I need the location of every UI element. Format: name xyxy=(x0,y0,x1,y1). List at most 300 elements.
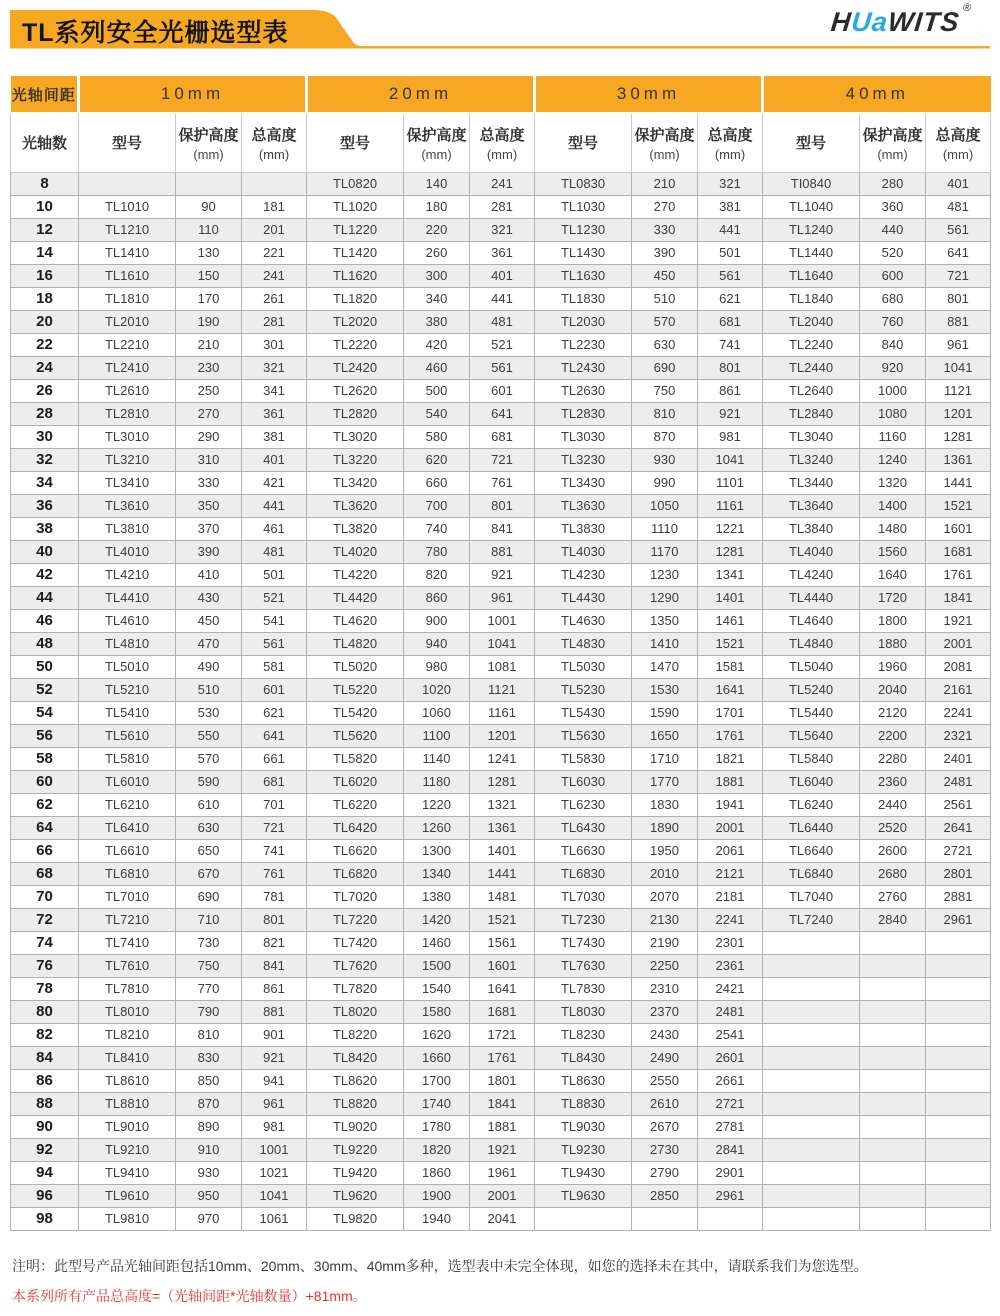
table-cell: 2481 xyxy=(926,770,991,793)
table-cell: 2541 xyxy=(698,1023,763,1046)
col-header-protection xyxy=(404,113,470,172)
table-cell xyxy=(763,977,860,1000)
table-cell: TL5430 xyxy=(535,701,632,724)
table-cell: TL1840 xyxy=(763,287,860,310)
table-cell: 621 xyxy=(242,701,307,724)
table-cell: TL5810 xyxy=(79,747,176,770)
table-row xyxy=(11,747,991,770)
table-cell: 1480 xyxy=(860,517,926,540)
table-row xyxy=(11,793,991,816)
table-row xyxy=(11,218,991,241)
table-cell: 1890 xyxy=(632,816,698,839)
table-cell: TL9230 xyxy=(535,1138,632,1161)
table-cell xyxy=(926,1069,991,1092)
brand-logo-part2: Ua xyxy=(850,7,891,37)
table-cell: TL5830 xyxy=(535,747,632,770)
table-cell: 1290 xyxy=(632,586,698,609)
table-cell: 921 xyxy=(242,1046,307,1069)
table-cell: 1681 xyxy=(470,1000,535,1023)
table-cell: 1960 xyxy=(860,655,926,678)
table-cell: TL7040 xyxy=(763,885,860,908)
table-cell: TL2430 xyxy=(535,356,632,379)
table-cell: TL2220 xyxy=(307,333,404,356)
axes-count-cell: 80 xyxy=(11,1000,79,1023)
axes-count-cell: 72 xyxy=(11,908,79,931)
table-row xyxy=(11,655,991,678)
axes-count-cell: 30 xyxy=(11,425,79,448)
table-cell: TL1030 xyxy=(535,195,632,218)
table-cell: TL8430 xyxy=(535,1046,632,1069)
table-row xyxy=(11,448,991,471)
table-cell: 561 xyxy=(470,356,535,379)
table-cell: 510 xyxy=(632,287,698,310)
table-cell: TL2040 xyxy=(763,310,860,333)
table-cell: 1061 xyxy=(242,1207,307,1230)
table-row xyxy=(11,678,991,701)
table-cell xyxy=(860,954,926,977)
table-cell: 840 xyxy=(860,333,926,356)
table-cell: TL8210 xyxy=(79,1023,176,1046)
table-cell: 2600 xyxy=(860,839,926,862)
axes-count-cell: 94 xyxy=(11,1161,79,1184)
table-cell: 1001 xyxy=(470,609,535,632)
table-cell: TL2230 xyxy=(535,333,632,356)
spacing-group-10mm: 10mm xyxy=(79,76,307,113)
col-header-unit: (mm) xyxy=(258,146,290,162)
col-header-unit: (mm) xyxy=(649,146,680,162)
table-cell: TL8220 xyxy=(307,1023,404,1046)
table-cell: 1770 xyxy=(632,770,698,793)
table-cell: 641 xyxy=(926,241,991,264)
table-cell: 2040 xyxy=(860,678,926,701)
table-cell: 770 xyxy=(176,977,242,1000)
table-cell: 140 xyxy=(404,172,470,195)
table-cell: TL2810 xyxy=(79,402,176,425)
table-cell xyxy=(926,1046,991,1069)
table-cell: 1281 xyxy=(926,425,991,448)
table-cell: 181 xyxy=(242,195,307,218)
table-cell: TL1610 xyxy=(79,264,176,287)
table-cell: 1281 xyxy=(470,770,535,793)
table-cell: TL7230 xyxy=(535,908,632,931)
axes-count-cell: 44 xyxy=(11,586,79,609)
table-cell: TL7240 xyxy=(763,908,860,931)
col-header-total xyxy=(926,113,991,172)
table-cell: 881 xyxy=(926,310,991,333)
table-cell: TL4410 xyxy=(79,586,176,609)
table-cell: 650 xyxy=(176,839,242,862)
table-cell: 2670 xyxy=(632,1115,698,1138)
table-cell: TL9430 xyxy=(535,1161,632,1184)
table-cell: 2070 xyxy=(632,885,698,908)
table-row xyxy=(11,310,991,333)
table-cell: 1230 xyxy=(632,563,698,586)
table-cell: 1601 xyxy=(926,517,991,540)
table-cell: TL1240 xyxy=(763,218,860,241)
table-cell: TL2030 xyxy=(535,310,632,333)
table-cell: 1761 xyxy=(698,724,763,747)
table-cell: 1830 xyxy=(632,793,698,816)
axes-count-cell: 18 xyxy=(11,287,79,310)
table-body xyxy=(11,172,991,1230)
table-cell: 270 xyxy=(632,195,698,218)
spacing-label: 光轴间距 xyxy=(11,76,79,113)
table-cell: 781 xyxy=(242,885,307,908)
table-cell: TL1220 xyxy=(307,218,404,241)
table-cell: 821 xyxy=(242,931,307,954)
table-cell: TL8230 xyxy=(535,1023,632,1046)
table-cell: 2721 xyxy=(926,839,991,862)
table-cell: 881 xyxy=(470,540,535,563)
table-cell: TL3840 xyxy=(763,517,860,540)
table-cell: 281 xyxy=(242,310,307,333)
table-cell: 2001 xyxy=(926,632,991,655)
table-cell: 1160 xyxy=(860,425,926,448)
axes-count-cell: 96 xyxy=(11,1184,79,1207)
table-cell: 360 xyxy=(860,195,926,218)
table-cell xyxy=(926,1207,991,1230)
table-cell: TL6420 xyxy=(307,816,404,839)
table-cell: 1161 xyxy=(698,494,763,517)
table-cell: TL3230 xyxy=(535,448,632,471)
table-cell: 901 xyxy=(242,1023,307,1046)
table-cell: TL2210 xyxy=(79,333,176,356)
table-cell: 2310 xyxy=(632,977,698,1000)
table-cell: 860 xyxy=(404,586,470,609)
table-row xyxy=(11,954,991,977)
table-cell: TL4610 xyxy=(79,609,176,632)
table-cell: TL5040 xyxy=(763,655,860,678)
table-cell: 520 xyxy=(860,241,926,264)
table-cell: 921 xyxy=(470,563,535,586)
table-cell: 2481 xyxy=(698,1000,763,1023)
table-cell: 1380 xyxy=(404,885,470,908)
table-cell: 630 xyxy=(176,816,242,839)
table-cell: TL7030 xyxy=(535,885,632,908)
table-cell xyxy=(926,1184,991,1207)
table-cell: 1820 xyxy=(404,1138,470,1161)
col-header-model: 型号 xyxy=(535,113,632,172)
table-cell: 2561 xyxy=(926,793,991,816)
table-cell: 561 xyxy=(698,264,763,287)
table-cell: 721 xyxy=(926,264,991,287)
table-cell xyxy=(860,931,926,954)
table-cell: TL4220 xyxy=(307,563,404,586)
table-cell: TL1420 xyxy=(307,241,404,264)
table-cell: 2280 xyxy=(860,747,926,770)
table-cell: 1201 xyxy=(926,402,991,425)
table-cell: TL3430 xyxy=(535,471,632,494)
table-cell: TL2240 xyxy=(763,333,860,356)
table-cell: 130 xyxy=(176,241,242,264)
col-header-protection-label: 保护高度 xyxy=(178,126,239,144)
table-cell: TL5620 xyxy=(307,724,404,747)
table-cell: 270 xyxy=(176,402,242,425)
table-cell: 1180 xyxy=(404,770,470,793)
table-cell: TL6230 xyxy=(535,793,632,816)
spacing-group-30mm: 30mm xyxy=(535,76,763,113)
table-cell: TL7020 xyxy=(307,885,404,908)
table-cell: TL3420 xyxy=(307,471,404,494)
table-cell: 1020 xyxy=(404,678,470,701)
table-row xyxy=(11,931,991,954)
table-cell: 1940 xyxy=(404,1207,470,1230)
table-cell: 481 xyxy=(470,310,535,333)
table-row xyxy=(11,1161,991,1184)
table-row xyxy=(11,609,991,632)
table-cell: TL2630 xyxy=(535,379,632,402)
table-cell: 780 xyxy=(404,540,470,563)
axes-count-cell: 88 xyxy=(11,1092,79,1115)
table-cell: TL7630 xyxy=(535,954,632,977)
table-cell: 1350 xyxy=(632,609,698,632)
table-cell: 350 xyxy=(176,494,242,517)
table-cell: 721 xyxy=(470,448,535,471)
table-cell: 2190 xyxy=(632,931,698,954)
table-cell: TL8820 xyxy=(307,1092,404,1115)
table-cell: 441 xyxy=(470,287,535,310)
axes-count-cell: 42 xyxy=(11,563,79,586)
table-cell: TL4040 xyxy=(763,540,860,563)
table-cell: 1240 xyxy=(860,448,926,471)
table-cell: 750 xyxy=(632,379,698,402)
table-cell: 850 xyxy=(176,1069,242,1092)
table-cell: TL4030 xyxy=(535,540,632,563)
table-cell: 150 xyxy=(176,264,242,287)
table-cell: TL4210 xyxy=(79,563,176,586)
table-cell: TL9420 xyxy=(307,1161,404,1184)
table-cell: 1580 xyxy=(404,1000,470,1023)
col-header-protection-label: 保护高度 xyxy=(862,126,923,144)
table-cell: 801 xyxy=(242,908,307,931)
table-cell: TL3240 xyxy=(763,448,860,471)
table-cell: 921 xyxy=(698,402,763,425)
table-cell xyxy=(79,172,176,195)
table-row xyxy=(11,1138,991,1161)
table-cell: TL6410 xyxy=(79,816,176,839)
table-cell: 2661 xyxy=(698,1069,763,1092)
table-cell: 1001 xyxy=(242,1138,307,1161)
table-cell: TL7620 xyxy=(307,954,404,977)
table-cell: TL2840 xyxy=(763,402,860,425)
table-cell: 601 xyxy=(242,678,307,701)
table-cell xyxy=(860,1115,926,1138)
table-cell: TL9630 xyxy=(535,1184,632,1207)
table-cell: 1721 xyxy=(470,1023,535,1046)
table-cell: TL3210 xyxy=(79,448,176,471)
table-cell: TL7410 xyxy=(79,931,176,954)
table-cell: 1521 xyxy=(698,632,763,655)
table-cell: 440 xyxy=(860,218,926,241)
table-cell: 450 xyxy=(632,264,698,287)
table-cell xyxy=(926,1000,991,1023)
table-row xyxy=(11,195,991,218)
table-cell: 241 xyxy=(470,172,535,195)
table-cell: 941 xyxy=(242,1069,307,1092)
table-cell: TL8810 xyxy=(79,1092,176,1115)
table-cell: 2241 xyxy=(926,701,991,724)
axes-count-cell: 60 xyxy=(11,770,79,793)
table-cell xyxy=(763,1207,860,1230)
table-cell: TL4830 xyxy=(535,632,632,655)
brand-logo xyxy=(829,2,973,38)
table-cell: 1701 xyxy=(698,701,763,724)
table-cell: TL9620 xyxy=(307,1184,404,1207)
table-cell: TL8420 xyxy=(307,1046,404,1069)
axes-count-cell: 48 xyxy=(11,632,79,655)
table-cell: 1000 xyxy=(860,379,926,402)
table-cell: TL2010 xyxy=(79,310,176,333)
table-row xyxy=(11,287,991,310)
table-cell: 910 xyxy=(176,1138,242,1161)
table-cell: 2440 xyxy=(860,793,926,816)
axes-count-cell: 56 xyxy=(11,724,79,747)
table-cell: TL2410 xyxy=(79,356,176,379)
col-header-total-label: 总高度 xyxy=(251,126,297,144)
table-cell: TL7220 xyxy=(307,908,404,931)
table-cell: TL1040 xyxy=(763,195,860,218)
table-cell: TL3010 xyxy=(79,425,176,448)
table-cell: 701 xyxy=(242,793,307,816)
table-cell: TL6610 xyxy=(79,839,176,862)
table-cell xyxy=(926,1138,991,1161)
table-cell: 670 xyxy=(176,862,242,885)
col-header-total xyxy=(242,113,307,172)
table-cell: 2081 xyxy=(926,655,991,678)
table-cell: 110 xyxy=(176,218,242,241)
table-row xyxy=(11,494,991,517)
table-cell: 190 xyxy=(176,310,242,333)
table-row xyxy=(11,517,991,540)
axes-count-cell: 68 xyxy=(11,862,79,885)
table-cell: 1361 xyxy=(470,816,535,839)
table-cell: TL1640 xyxy=(763,264,860,287)
table-cell: TL9030 xyxy=(535,1115,632,1138)
table-cell: 1641 xyxy=(698,678,763,701)
table-cell: 340 xyxy=(404,287,470,310)
table-cell: 620 xyxy=(404,448,470,471)
table-cell: 330 xyxy=(632,218,698,241)
table-cell xyxy=(860,1023,926,1046)
table-cell: TL3220 xyxy=(307,448,404,471)
table-cell: 390 xyxy=(176,540,242,563)
table-cell: 2401 xyxy=(926,747,991,770)
table-cell: 1881 xyxy=(470,1115,535,1138)
table-cell: 1041 xyxy=(926,356,991,379)
table-cell xyxy=(763,954,860,977)
table-cell: 861 xyxy=(698,379,763,402)
col-header-model: 型号 xyxy=(307,113,404,172)
table-row xyxy=(11,1000,991,1023)
table-cell: 830 xyxy=(176,1046,242,1069)
table-cell xyxy=(860,1000,926,1023)
col-header-total-label: 总高度 xyxy=(935,126,981,144)
table-cell: 2680 xyxy=(860,862,926,885)
table-cell: TL4840 xyxy=(763,632,860,655)
table-cell: TL5230 xyxy=(535,678,632,701)
table-cell: 2490 xyxy=(632,1046,698,1069)
note-spacing-varieties: 注明：此型号产品光轴间距包括10mm、20mm、30mm、40mm多种，选型表中未完全体现，如您的选择未在其中，请联系我们为您选型。 xyxy=(12,1257,868,1274)
axes-count-cell: 20 xyxy=(11,310,79,333)
table-cell: TL3810 xyxy=(79,517,176,540)
table-cell: TL8410 xyxy=(79,1046,176,1069)
table-cell: 281 xyxy=(470,195,535,218)
table-cell: 1201 xyxy=(470,724,535,747)
table-cell: 201 xyxy=(242,218,307,241)
axes-count-cell: 16 xyxy=(11,264,79,287)
axes-count-cell: 86 xyxy=(11,1069,79,1092)
table-row xyxy=(11,816,991,839)
table-cell: 1800 xyxy=(860,609,926,632)
table-cell: 521 xyxy=(470,333,535,356)
table-cell: 1500 xyxy=(404,954,470,977)
table-cell: 1041 xyxy=(242,1184,307,1207)
table-row xyxy=(11,356,991,379)
brand-logo-part1: H xyxy=(829,7,854,37)
table-cell: TL1020 xyxy=(307,195,404,218)
table-cell: TL2820 xyxy=(307,402,404,425)
table-cell: TL7820 xyxy=(307,977,404,1000)
table-cell: 1481 xyxy=(470,885,535,908)
table-cell: 801 xyxy=(698,356,763,379)
table-cell: 1560 xyxy=(860,540,926,563)
table-cell: TL8030 xyxy=(535,1000,632,1023)
table-cell: 1420 xyxy=(404,908,470,931)
table-cell: 90 xyxy=(176,195,242,218)
axes-count-cell: 50 xyxy=(11,655,79,678)
table-cell: 1921 xyxy=(470,1138,535,1161)
table-cell: 581 xyxy=(242,655,307,678)
table-cell: TL1210 xyxy=(79,218,176,241)
table-cell: 741 xyxy=(698,333,763,356)
table-cell: TL1620 xyxy=(307,264,404,287)
table-cell: TL6210 xyxy=(79,793,176,816)
table-cell: 1361 xyxy=(926,448,991,471)
table-cell: 601 xyxy=(470,379,535,402)
table-cell xyxy=(926,1161,991,1184)
table-row xyxy=(11,172,991,195)
table-cell: 2901 xyxy=(698,1161,763,1184)
table-cell: TL4430 xyxy=(535,586,632,609)
table-cell: TL6220 xyxy=(307,793,404,816)
table-cell: TL3440 xyxy=(763,471,860,494)
table-cell xyxy=(860,977,926,1000)
axes-count-cell: 22 xyxy=(11,333,79,356)
table-cell: 1101 xyxy=(698,471,763,494)
table-cell: 210 xyxy=(176,333,242,356)
table-cell: 1640 xyxy=(860,563,926,586)
table-cell: 341 xyxy=(242,379,307,402)
axes-count-cell: 58 xyxy=(11,747,79,770)
table-cell: 2840 xyxy=(860,908,926,931)
table-cell: 1681 xyxy=(926,540,991,563)
table-cell: 2370 xyxy=(632,1000,698,1023)
table-cell: 870 xyxy=(176,1092,242,1115)
table-cell: 700 xyxy=(404,494,470,517)
axes-count-cell: 24 xyxy=(11,356,79,379)
table-row xyxy=(11,402,991,425)
table-cell: 1950 xyxy=(632,839,698,862)
table-cell: 590 xyxy=(176,770,242,793)
axes-count-cell: 78 xyxy=(11,977,79,1000)
table-cell: TL2830 xyxy=(535,402,632,425)
table-cell: TL8020 xyxy=(307,1000,404,1023)
table-cell xyxy=(763,1184,860,1207)
table-cell: TL6620 xyxy=(307,839,404,862)
table-cell: TL2640 xyxy=(763,379,860,402)
table-cell: 2130 xyxy=(632,908,698,931)
table-cell: 1540 xyxy=(404,977,470,1000)
